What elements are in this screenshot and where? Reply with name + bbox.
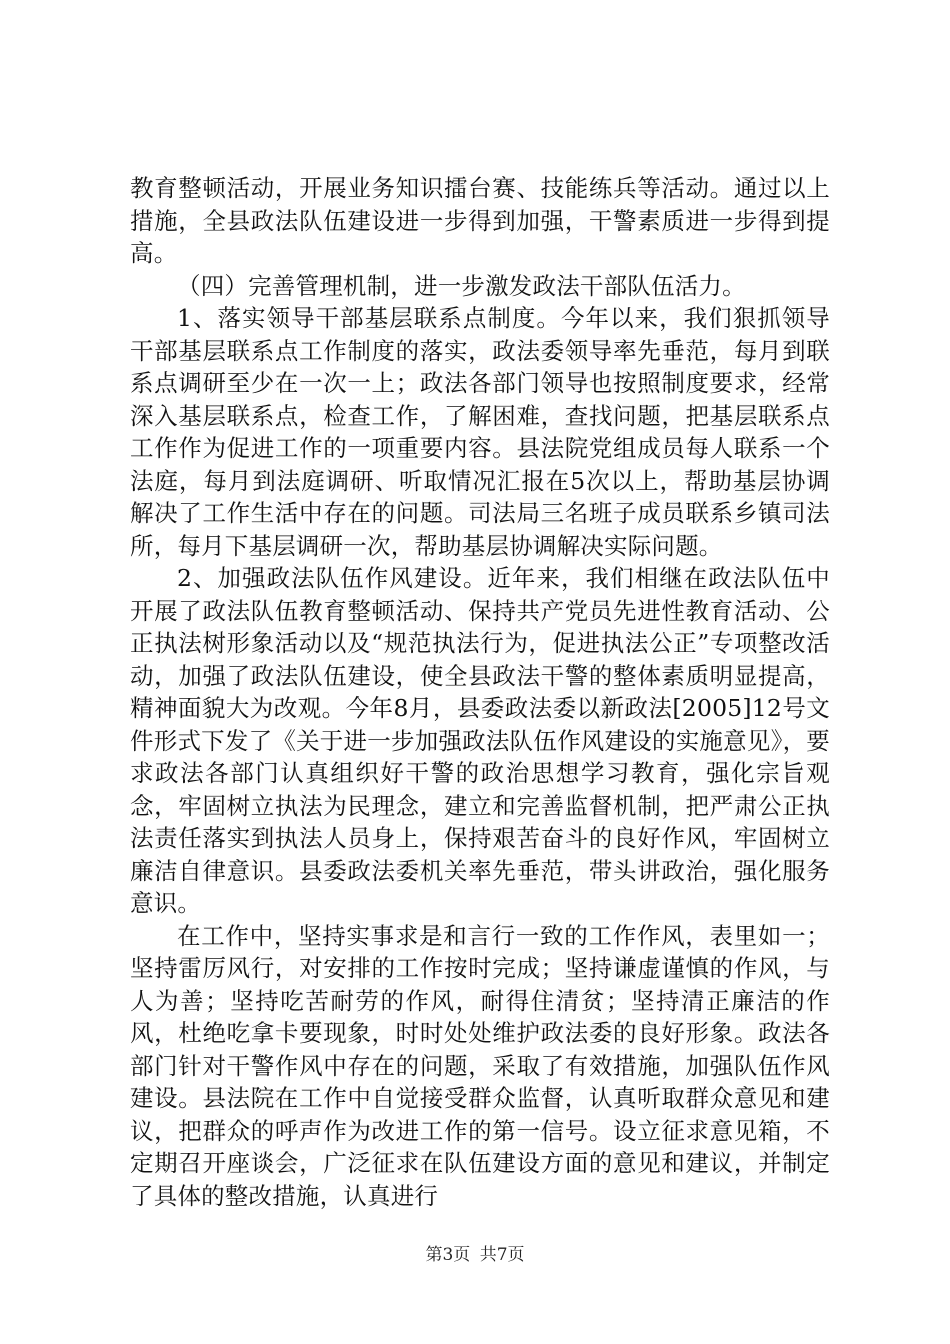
paragraph-continuation: 教育整顿活动，开展业务知识擂台赛、技能练兵等活动。通过以上措施，全县政法队伍建设进一步得到加强，干警素质进一步得到提高。	[130, 174, 830, 267]
paragraph-work-style: 在工作中，坚持实事求是和言行一致的工作作风，表里如一；坚持雷厉风行，对安排的工作按时完成；坚持谦虚谨慎的作风，与人为善；坚持吃苦耐劳的作风，耐得住清贫；坚持清正廉洁的作风，杜绝吃拿卡要现象，时时处处维护政法委的良好形象。政法各部门针对干警作风中存在的问题，采取了有效措施，加强队伍作风建设。县法院在工作中自觉接受群众监督，认真听取群众意见和建议，把群众的呼声作为改进工作的第一信号。设立征求意见箱，不定期召开座谈会，广泛征求在队伍建设方面的意见和建议，并制定了具体的整改措施，认真进行	[130, 921, 830, 1210]
page-footer	[0, 1240, 950, 1265]
page-total: 共7页	[479, 1245, 525, 1265]
section-heading: （四）完善管理机制，进一步激发政法干部队伍活力。	[177, 271, 746, 300]
document-body	[130, 172, 830, 1212]
page-number: 第3页	[425, 1245, 471, 1265]
paragraph-item-2: 2、加强政法队伍作风建设。近年来，我们相继在政法队伍中开展了政法队伍教育整顿活动、保持共产党员先进性教育活动、公正执法树形象活动以及“规范执法行为，促进执法公正”专项整改活动，加强了政法队伍建设，使全县政法干警的整体素质明显提高，精神面貌大为改观。今年8月，县委政法委以新政法[2005]12号文件形式下发了《关于进一步加强政法队伍作风建设的实施意见》，要求政法各部门认真组织好干警的政治思想学习教育，强化宗旨观念，牢固树立执法为民理念，建立和完善监督机制，把严肃公正执法责任落实到执法人员身上，保持艰苦奋斗的良好作风，牢固树立廉洁自律意识。县委政法委机关率先垂范，带头讲政治，强化服务意识。	[130, 564, 830, 917]
paragraph-item-1: 1、落实领导干部基层联系点制度。今年以来，我们狠抓领导干部基层联系点工作制度的落实，政法委领导率先垂范，每月到联系点调研至少在一次一上；政法各部门领导也按照制度要求，经常深入基层联系点，检查工作，了解困难，查找问题，把基层联系点工作作为促进工作的一项重要内容。县法院党组成员每人联系一个法庭，每月到法庭调研、听取情况汇报在5次以上，帮助基层协调解决了工作生活中存在的问题。司法局三名班子成员联系乡镇司法所，每月下基层调研一次，帮助基层协调解决实际问题。	[130, 304, 830, 560]
